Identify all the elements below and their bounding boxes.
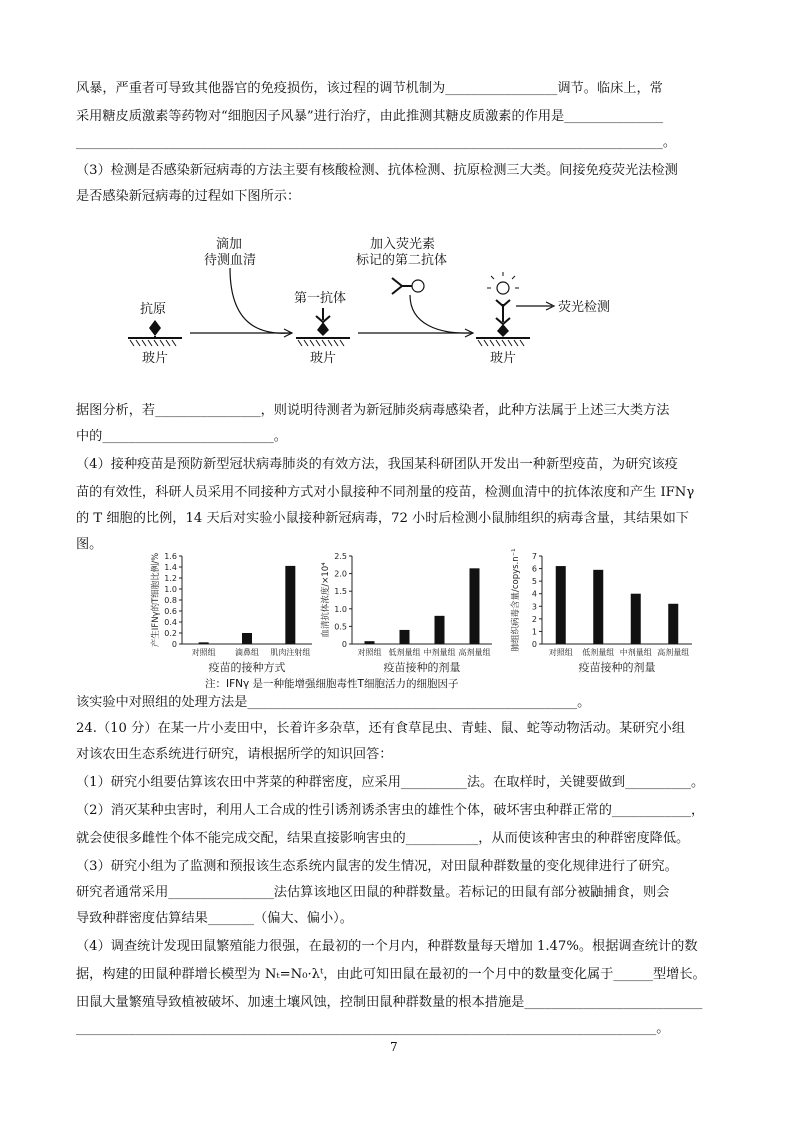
text-line: ________________________________________________________________________________________。: [76, 1021, 670, 1036]
y-tick-label: 2.0: [334, 569, 347, 579]
x-tick-label: 高剂量组: [657, 648, 690, 657]
y-axis-label: 产生IFNγ的T细胞比例/%: [151, 552, 161, 648]
text-line: 是否感染新冠病毒的过程如下图所示：: [76, 189, 301, 204]
y-tick-label: 1: [531, 627, 537, 637]
y-tick-label: 0: [171, 640, 177, 649]
text-line: 中的__________________________。: [76, 429, 287, 444]
bar: [556, 566, 566, 644]
page-number: 7: [390, 1040, 398, 1054]
add-serum-label-2: 待测血清: [204, 253, 257, 268]
x-axis-label: 疫苗接种的剂量: [578, 661, 656, 674]
bar: [285, 566, 295, 644]
slide-1: [128, 320, 182, 346]
x-tick-label: 滴鼻组: [235, 648, 259, 657]
y-tick-label: 2.5: [334, 552, 347, 561]
text-line: （3）研究小组为了监测和预报该生态系统内鼠害的发生情况，对田鼠种群数量的变化规律进行了研究。: [76, 859, 678, 874]
antigen-label: 抗原: [140, 302, 167, 317]
x-tick-label: 对照组: [548, 648, 573, 657]
y-tick-label: 1.6: [164, 552, 177, 561]
slide-label-1: 玻片: [142, 351, 169, 366]
slide-3: [476, 272, 530, 346]
antigen-shape: [149, 320, 161, 336]
y-tick-label: 0.2: [164, 629, 177, 638]
slide-label-2: 玻片: [310, 351, 337, 366]
y-tick-label: 1.4: [164, 563, 177, 572]
bar: [400, 630, 410, 644]
text-line: 采用糖皮质激素等药物对“细胞因子风暴”进行治疗，由此推测其糖皮质激素的作用是_______________: [76, 109, 664, 124]
y-axis-label: 血清抗体浓度/×10⁴: [321, 562, 331, 638]
x-tick-label: 中剂量组: [619, 648, 652, 657]
y-tick-label: 0: [531, 640, 537, 649]
text-line: 该实验中对照组的处理方法是__________________________________________________。: [76, 695, 591, 710]
y-tick-label: 2: [531, 614, 537, 624]
arrow-add-serum: [230, 268, 290, 333]
x-axis-label: 疫苗的接种方式: [208, 661, 286, 674]
first-antibody-label: 第一抗体: [294, 291, 347, 306]
slide-label-3: 玻片: [490, 351, 517, 366]
chart-virus: [508, 548, 698, 678]
text-line: 图。: [76, 537, 103, 552]
y-tick-label: 1.2: [164, 574, 177, 583]
bar: [631, 594, 641, 644]
y-tick-label: 6: [531, 564, 537, 574]
y-tick-label: 1.5: [334, 587, 347, 597]
chart-ifng: [148, 548, 318, 678]
x-tick-label: 肌肉注射组: [270, 648, 311, 657]
text-line: 24.（10 分）在某一片小麦田中，长着许多杂草，还有食草昆虫、青蛙、鼠、蛇等动物活动。某研究小组: [76, 721, 686, 736]
text-line: 的 T 细胞的比例，14 天后对实验小鼠接种新冠病毒，72 小时后检测小鼠肺组织的病毒含量，其结果如下: [76, 511, 689, 526]
slide-2: [296, 308, 350, 346]
text-line: （1）研究小组要估算该农田中荠菜的种群密度，应采用__________法。在取样时，关键要做到__________。: [76, 775, 705, 790]
y-tick-label: 4: [531, 589, 537, 599]
text-line: 就会使很多雌性个体不能完成交配，结果直接影响害虫的___________，从而使该种害虫的种群密度降低。: [76, 831, 690, 846]
y-tick-label: 0: [341, 640, 347, 649]
bar: [470, 568, 480, 644]
y-tick-label: 0.4: [164, 618, 177, 627]
bar: [593, 570, 603, 644]
y-tick-label: 7: [531, 552, 537, 561]
y-tick-label: 3: [531, 602, 537, 612]
x-tick-label: 低剂量组: [582, 648, 615, 657]
y-tick-label: 1.0: [164, 585, 177, 594]
y-tick-label: 0.5: [334, 622, 347, 632]
bar: [668, 604, 678, 644]
text-line: 田鼠大量繁殖导致植被破坏、加速土壤风蚀，控制田鼠种群数量的根本措施是___________________________: [76, 995, 703, 1010]
y-tick-label: 0.6: [164, 607, 177, 616]
y-axis-label: 肺组织病毒含量/copys.n⁻¹: [511, 548, 521, 652]
text-line: 据，构建的田鼠种群增长模型为 Nₜ=N₀·λᵗ，由此可知田鼠在最初的一个月中的数量变化属于______型增长。: [76, 967, 706, 982]
bar: [365, 641, 375, 644]
text-line: 对该农田生态系统进行研究，请根据所学的知识回答：: [76, 747, 393, 762]
x-tick-label: 中剂量组: [423, 648, 456, 657]
text-line: （4）接种疫苗是预防新型冠状病毒肺炎的有效方法，我国某科研团队开发出一种新型疫苗，为研究该疫: [76, 457, 678, 472]
y-tick-label: 0.8: [164, 596, 177, 605]
text-line: 风暴，严重者可导致其他器官的免疫损伤，该过程的调节机制为_________________调节。临床上，常: [76, 81, 663, 96]
text-line: 据图分析，若________________，则说明待测者为新冠肺炎病毒感染者，此种方法属于上述三大类方法: [76, 403, 670, 418]
y-tick-label: 1.0: [334, 604, 347, 614]
fluorescein-icon: [497, 282, 509, 294]
bar: [242, 633, 252, 644]
text-line: （3）检测是否感染新冠病毒的方法主要有核酸检测、抗体检测、抗原检测三大类。间接免疫荧光法检测: [76, 163, 678, 178]
x-tick-label: 对照组: [357, 648, 382, 657]
text-line: （2）消灭某种虫害时，利用人工合成的性引诱剂诱杀害虫的雄性个体，破坏害虫种群正常的____________，: [76, 803, 705, 818]
text-line: （4）调查统计发现田鼠繁殖能力很强，在最初的一个月内，种群数量每天增加 1.47%。根据调查统计的数: [76, 939, 698, 954]
figure-note: 注：IFNγ 是一种能增强细胞毒性T细胞活力的细胞因子: [205, 678, 459, 690]
x-tick-label: 对照组: [191, 648, 216, 657]
bar: [199, 642, 209, 644]
y-tick-label: 5: [531, 577, 537, 587]
immunofluorescence-diagram: [120, 230, 740, 370]
second-antibody-icon: [392, 278, 424, 294]
bar: [435, 616, 445, 644]
text-line: 导致种群密度估算结果_______（偏大、偏小）。: [76, 911, 353, 926]
arrow-add-second: [410, 295, 470, 333]
add-second-label-2: 标记的第二抗体: [356, 253, 448, 268]
text-line: 研究者通常采用________________法估算该地区田鼠的种群数量。若标记的田鼠有部分被鼬捕食，则会: [76, 885, 670, 900]
x-tick-label: 低剂量组: [388, 648, 421, 657]
x-axis-label: 疫苗接种的剂量: [383, 661, 461, 674]
add-serum-label-1: 滴加: [216, 237, 243, 252]
text-line: _________________________________________________________________________________________。: [76, 135, 677, 150]
add-second-label-1: 加入荧光素: [370, 237, 436, 252]
x-tick-label: 高剂量组: [458, 648, 491, 657]
fluorescence-label: 荧光检测: [558, 300, 611, 315]
text-line: 苗的有效性，科研人员采用不同接种方式对小鼠接种不同剂量的疫苗，检测血清中的抗体浓度和产生 IFNγ: [76, 485, 695, 500]
chart-antibody: [318, 548, 498, 678]
